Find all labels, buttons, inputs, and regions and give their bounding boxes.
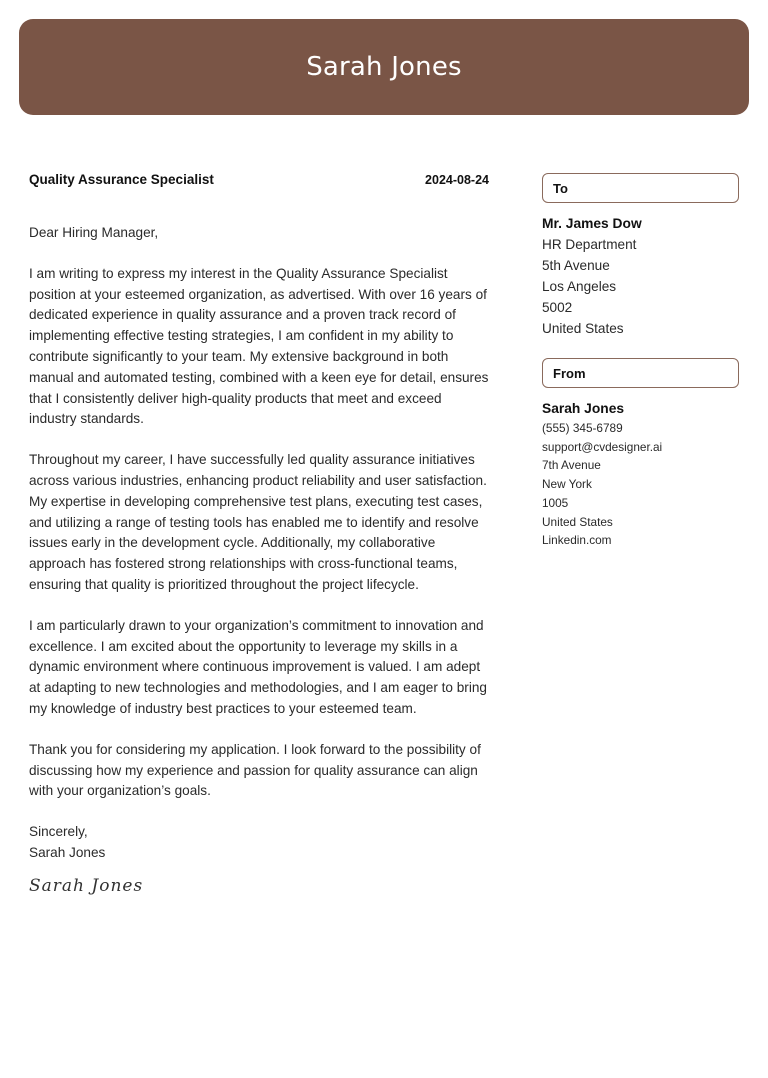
sender-name: Sarah Jones	[542, 401, 625, 416]
address-sidebar	[542, 173, 739, 550]
recipient-block	[542, 213, 739, 339]
letter-body	[29, 172, 489, 896]
header-banner	[19, 19, 749, 115]
letter-title-row	[29, 172, 489, 192]
recipient-country: United States	[542, 321, 624, 336]
closing-text: Sincerely,	[29, 824, 88, 840]
recipient-city: Los Angeles	[542, 279, 617, 294]
recipient-zip: 5002	[542, 300, 573, 315]
sender-website: Linkedin.com	[542, 533, 612, 548]
recipient-street: 5th Avenue	[542, 258, 610, 273]
sender-email: support@cvdesigner.ai	[542, 439, 663, 454]
sender-city: New York	[542, 477, 592, 492]
sender-country: United States	[542, 514, 613, 529]
recipient-name: Mr. James Dow	[542, 216, 642, 231]
to-label-box	[542, 173, 739, 203]
recipient-department: HR Department	[542, 237, 637, 252]
sender-zip: 1005	[542, 495, 569, 510]
paragraph-1: I am writing to express my interest in the Quality Assurance Specialist position at your esteemed organization, as advertised. With over 16 years of dedicated experience in quality assurance and a proven track record of implementing effective testing strategies, I am confident in my ability to contribute significantly to your team. My extensive background in both manual and automated testing, combined with a keen eye for detail, ensures that I consistently deliver high-quality products that meet and exceed industry standards.	[29, 265, 489, 427]
from-label: From	[553, 365, 586, 381]
sender-phone: (555) 345-6789	[542, 421, 623, 435]
sender-block	[542, 399, 739, 550]
job-title: Quality Assurance Specialist	[29, 172, 214, 187]
letter-date: 2024-08-24	[425, 173, 489, 187]
paragraph-2: Throughout my career, I have successfully led quality assurance initiatives across various industries, enhancing product reliability and user satisfaction. My expertise in developing comprehensive test plans, executing test cases, and utilizing a range of testing tools has enabled me to identify and resolve issues early in the development cycle. Additionally, my collaborative approach has fostered strong relationships with cross-functional teams, ensuring that quality is prioritized throughout the project lifecycle.	[29, 452, 487, 592]
closing-block	[29, 822, 489, 864]
sender-street: 7th Avenue	[542, 458, 601, 473]
header-name: Sarah Jones	[306, 52, 462, 82]
salutation: Dear Hiring Manager,	[29, 225, 159, 240]
signature: Sarah Jones	[29, 875, 144, 896]
from-label-box	[542, 358, 739, 388]
paragraph-3: I am particularly drawn to your organization’s commitment to innovation and excellence. I am excited about the opportunity to leverage my skills in a dynamic environment where continuous improvement is valued. I am adept at adapting to new technologies and methodologies, and I am eager to bring my knowledge of industry best practices to your esteemed team.	[29, 617, 487, 716]
paragraph-4: Thank you for considering my application. I look forward to the possibility of discussing how my experience and passion for quality assurance can align with your organization’s goals.	[29, 741, 481, 799]
closing-name: Sarah Jones	[29, 844, 106, 860]
to-label: To	[553, 180, 568, 196]
